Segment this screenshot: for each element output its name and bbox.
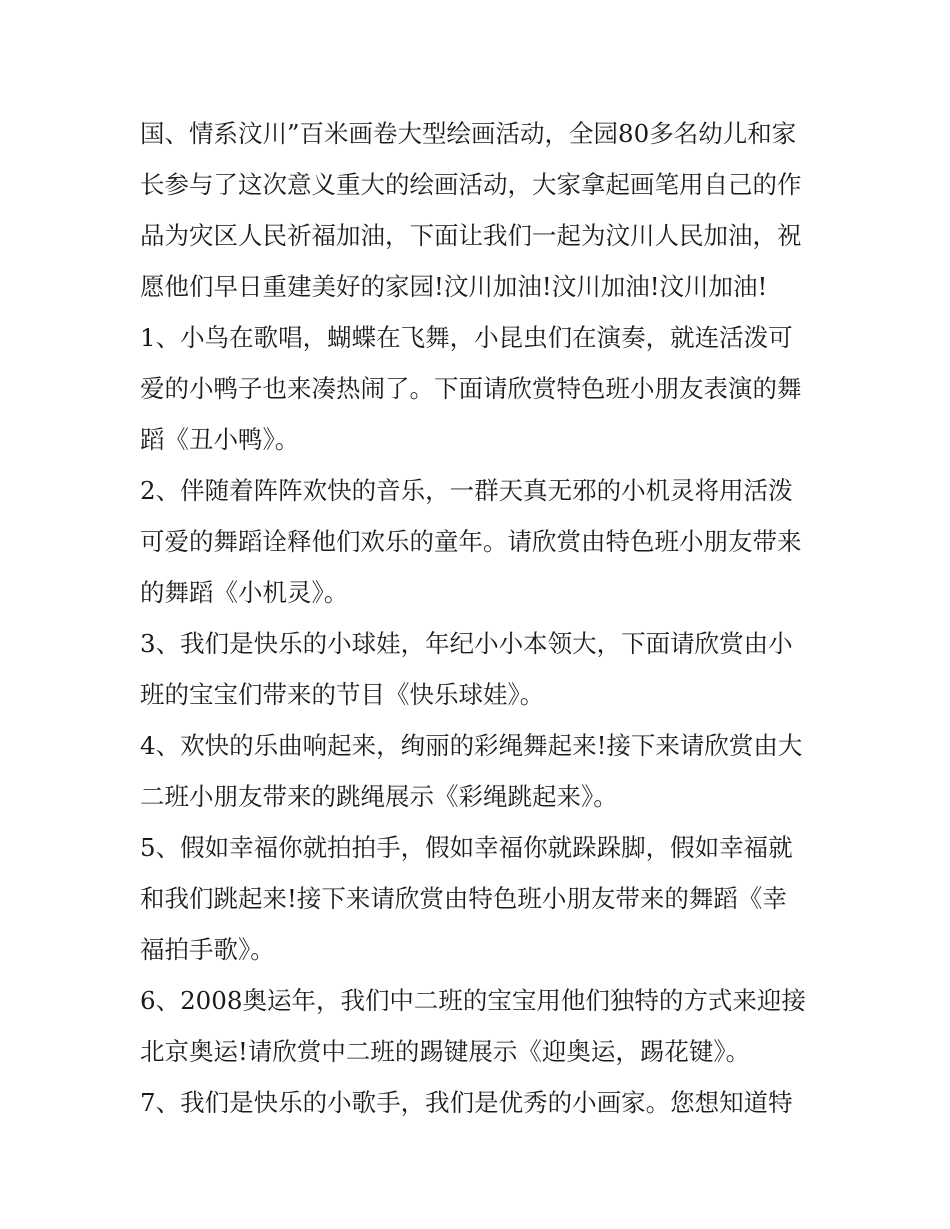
text-line: 7、我们是快乐的小歌手，我们是优秀的小画家。您想知道特	[140, 1088, 793, 1117]
text-line: 北京奥运!请欣赏中二班的踢键展示《迎奥运，踢花键》。	[140, 1037, 751, 1066]
text-line: 2、伴随着阵阵欢快的音乐，一群天真无邪的小机灵将用活泼	[140, 476, 793, 505]
document-body	[140, 108, 830, 1128]
text-line: 1、小鸟在歌唱，蝴蝶在飞舞，小昆虫们在演奏，就连活泼可	[140, 323, 793, 352]
text-line: 愿他们早日重建美好的家园!汶川加油!汶川加油!汶川加油!	[140, 272, 768, 301]
text-line: 和我们跳起来!接下来请欣赏由特色班小朋友带来的舞蹈《幸	[140, 884, 787, 913]
text-line: 5、假如幸福你就拍拍手，假如幸福你就跺跺脚，假如幸福就	[140, 833, 793, 862]
text-line: 二班小朋友带来的跳绳展示《彩绳跳起来》。	[140, 782, 618, 811]
text-line: 4、欢快的乐曲响起来，绚丽的彩绳舞起来!接下来请欣赏由大	[140, 731, 803, 760]
text-line: 的舞蹈《小机灵》。	[140, 578, 349, 607]
text-line: 爱的小鸭子也来凑热闹了。下面请欣赏特色班小朋友表演的舞	[140, 374, 802, 403]
text-line: 品为灾区人民祈福加油，下面让我们一起为汶川人民加油，祝	[140, 221, 802, 250]
text-line: 国、情系汶川”百米画卷大型绘画活动，全园80多名幼儿和家	[140, 119, 797, 148]
text-line: 蹈《丑小鸭》。	[140, 425, 300, 454]
text-line: 长参与了这次意义重大的绘画活动，大家拿起画笔用自己的作	[140, 170, 802, 199]
text-line: 3、我们是快乐的小球娃，年纪小小本领大，下面请欣赏由小	[140, 629, 793, 658]
text-line: 6、2008奥运年，我们中二班的宝宝用他们独特的方式来迎接	[140, 986, 806, 1015]
text-line: 班的宝宝们带来的节目《快乐球娃》。	[140, 680, 545, 709]
text-line: 可爱的舞蹈诠释他们欢乐的童年。请欣赏由特色班小朋友带来	[140, 527, 802, 556]
text-line: 福拍手歌》。	[140, 935, 275, 964]
